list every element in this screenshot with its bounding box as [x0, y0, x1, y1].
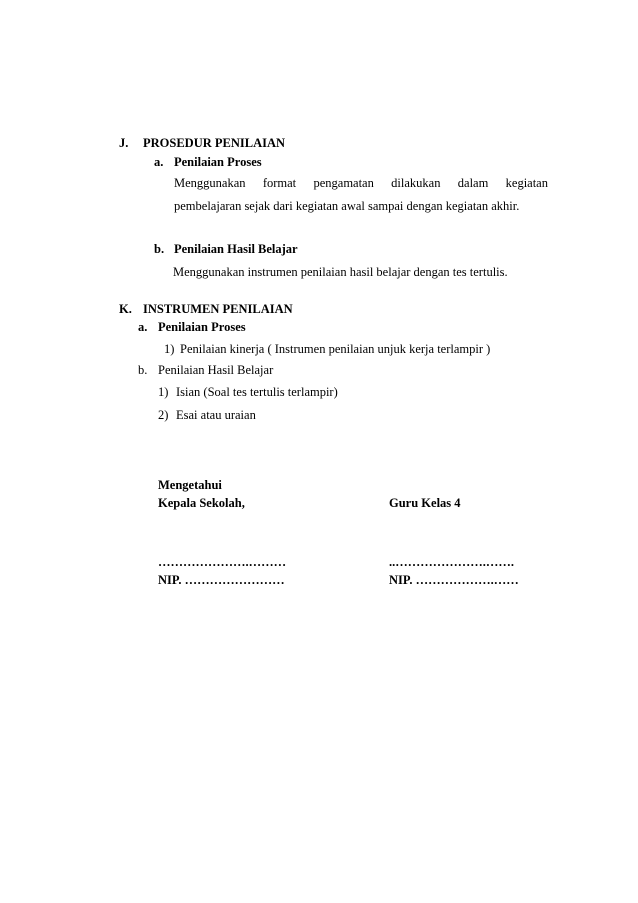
signature-left-title: Kepala Sekolah, — [158, 496, 245, 510]
signature-right-title: Guru Kelas 4 — [389, 496, 461, 510]
section-k-b-title: Penilaian Hasil Belajar — [158, 363, 274, 377]
section-j-letter: J. — [119, 136, 129, 150]
section-k-b-item-2-text: Esai atau uraian — [176, 408, 256, 422]
word: dalam — [457, 176, 489, 190]
section-k-a-item-1-num: 1) — [164, 342, 175, 356]
section-k-b-marker: b. — [138, 363, 148, 377]
word: kegiatan — [505, 176, 548, 190]
section-k-a-title: Penilaian Proses — [158, 320, 246, 334]
section-j-a-line2: pembelajaran sejak dari kegiatan awal sampai dengan kegiatan akhir. — [174, 199, 520, 213]
section-j-b-text: Menggunakan instrumen penilaian hasil belajar dengan tes tertulis. — [173, 265, 508, 279]
section-j-heading: PROSEDUR PENILAIAN — [143, 136, 286, 150]
section-j-b-title: Penilaian Hasil Belajar — [174, 242, 298, 256]
signature-right-nip: NIP. ……………….…… — [389, 573, 519, 587]
section-j-a-title: Penilaian Proses — [174, 155, 262, 169]
section-k-heading: INSTRUMEN PENILAIAN — [143, 302, 293, 316]
word: pengamatan — [313, 176, 374, 190]
signature-left-dots: ………………….……… — [158, 555, 287, 569]
section-k-a-item-1-text: Penilaian kinerja ( Instrumen penilaian unjuk kerja terlampir ) — [180, 342, 491, 356]
section-k-b-item-2-num: 2) — [158, 408, 169, 422]
section-j-a-line1 — [174, 176, 548, 191]
word: format — [262, 176, 297, 190]
section-j-b-marker: b. — [154, 242, 165, 256]
section-k-b-item-1-num: 1) — [158, 385, 169, 399]
word: dilakukan — [391, 176, 441, 190]
signature-left-nip: NIP. …………………… — [158, 573, 285, 587]
section-k-letter: K. — [119, 302, 132, 316]
signature-right-dots: ..………………….……. — [389, 555, 514, 569]
signature-left-mengetahui: Mengetahui — [158, 478, 222, 492]
word: Menggunakan — [174, 176, 246, 190]
section-j-a-marker: a. — [154, 155, 164, 169]
section-k-b-item-1-text: Isian (Soal tes tertulis terlampir) — [176, 385, 338, 399]
section-k-a-marker: a. — [138, 320, 148, 334]
